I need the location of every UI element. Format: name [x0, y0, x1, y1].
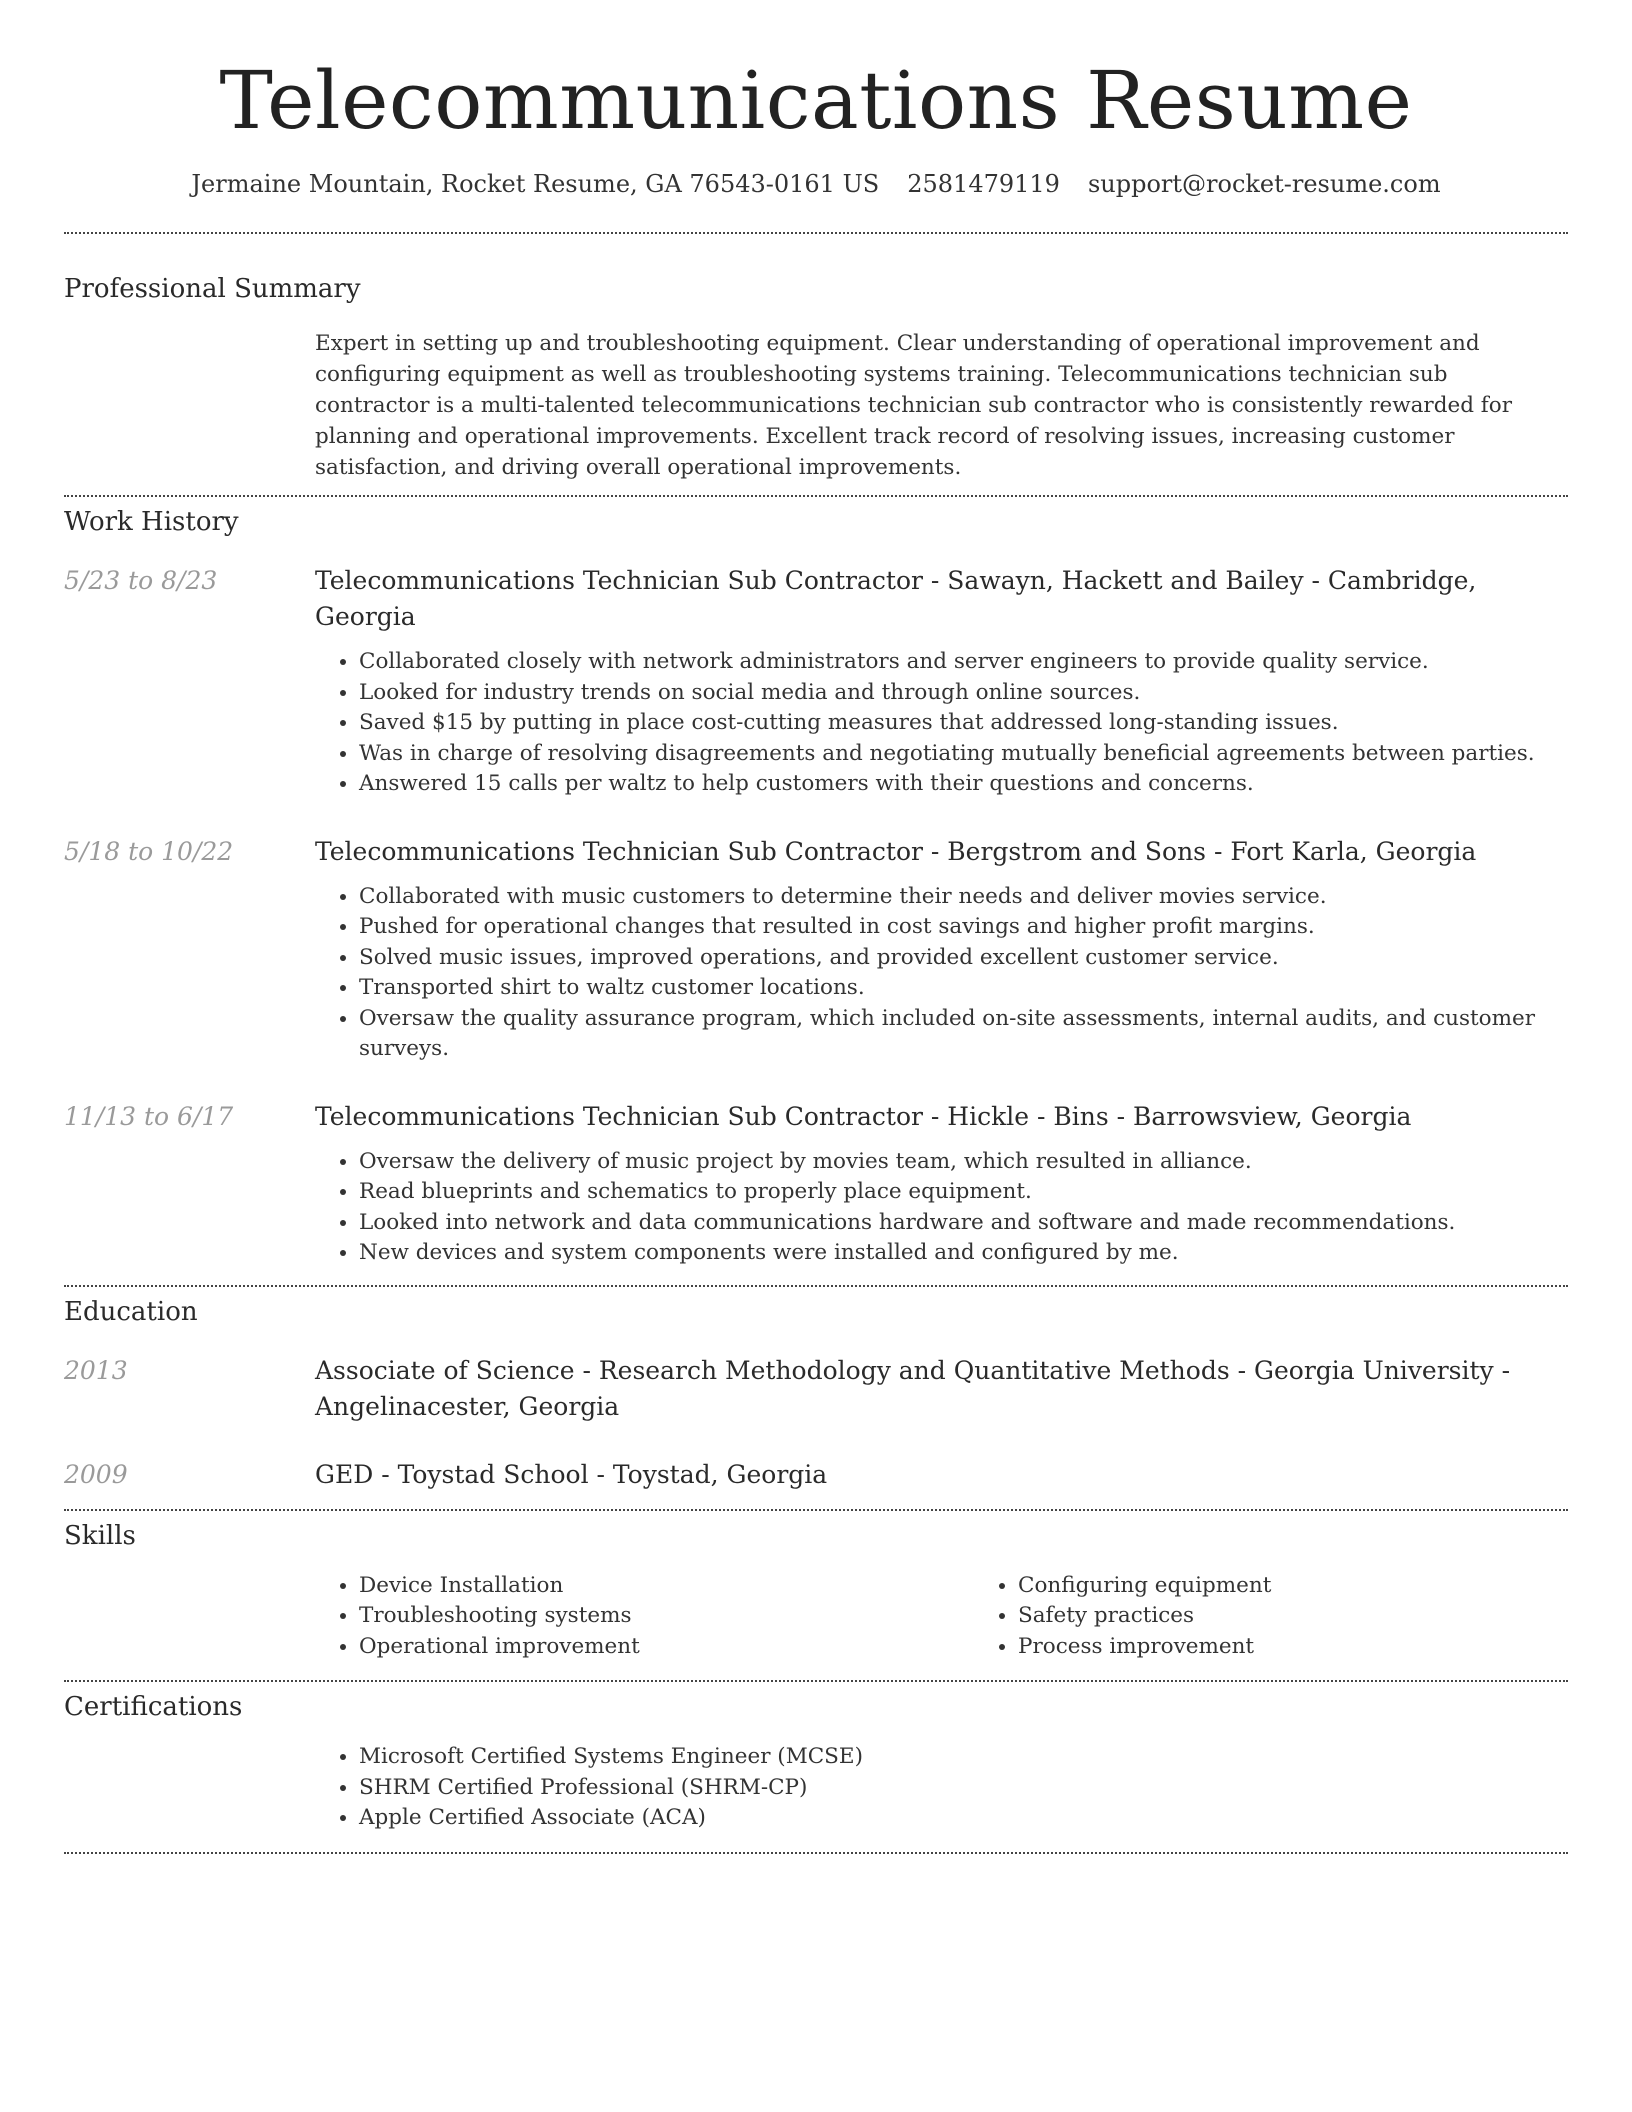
list-item: • Saved $15 by putting in place cost-cutting measures that addressed long-standing issues. [359, 708, 1568, 739]
job-entry [64, 1099, 1568, 1269]
list-item: • Configuring equipment [1018, 1571, 1632, 1602]
education-year: 2009 [64, 1459, 128, 1489]
list-item: • Collaborated with music customers to determine their needs and deliver movies service. [359, 882, 1568, 913]
job-entry [64, 834, 1568, 1065]
list-item: • Looked into network and data communications hardware and software and made recommendations. [359, 1208, 1568, 1239]
list-item: • Microsoft Certified Systems Engineer (MCSE) [359, 1742, 1568, 1773]
skills-section [64, 1511, 1568, 1663]
resume-title: Telecommunications Resume [219, 54, 1413, 147]
skills-list [315, 1571, 974, 1663]
job-title: Telecommunications Technician Sub Contractor - Bergstrom and Sons - Fort Karla, Georgia [315, 836, 1477, 866]
list-item: • Answered 15 calls per waltz to help customers with their questions and concerns. [359, 769, 1568, 800]
contact-phone: 2581479119 [907, 170, 1060, 198]
list-item: • Device Installation [359, 1571, 974, 1602]
job-dates: 11/13 to 6/17 [64, 1101, 234, 1131]
job-title: Telecommunications Technician Sub Contractor - Sawayn, Hackett and Bailey - Cambridge, Georgia [315, 566, 1477, 631]
job-dates: 5/23 to 8/23 [64, 566, 218, 595]
contact-address: Jermaine Mountain, Rocket Resume, GA 76543-0161 US [191, 170, 880, 198]
section-heading-education: Education [64, 1296, 198, 1327]
divider [64, 1852, 1568, 1854]
section-heading-skills: Skills [64, 1520, 136, 1551]
education-entry [64, 1457, 1568, 1493]
list-item: • Troubleshooting systems [359, 1601, 974, 1632]
job-dates: 5/18 to 10/22 [64, 836, 234, 866]
work-section [64, 497, 1568, 1269]
certifications-list [315, 1742, 1568, 1834]
education-line: GED - Toystad School - Toystad, Georgia [315, 1459, 828, 1489]
list-item: • Process improvement [1018, 1632, 1632, 1663]
list-item: • Oversaw the quality assurance program, which included on-site assessments, internal audits, and customer surveys. [359, 1004, 1568, 1065]
section-heading-work: Work History [64, 507, 239, 537]
list-item: • Read blueprints and schematics to properly place equipment. [359, 1177, 1568, 1208]
job-bullets [315, 882, 1568, 1065]
list-item: • Was in charge of resolving disagreements and negotiating mutually beneficial agreements between parties. [359, 739, 1568, 770]
list-item: • Looked for industry trends on social media and through online sources. [359, 678, 1568, 709]
contact-line [64, 170, 1568, 198]
list-item: • Collaborated closely with network administrators and server engineers to provide quality service. [359, 647, 1568, 678]
education-year: 2013 [64, 1355, 128, 1385]
contact-email[interactable]: support@rocket-resume.com [1087, 170, 1441, 198]
job-bullets [315, 1147, 1568, 1269]
summary-text: Expert in setting up and troubleshooting equipment. Clear understanding of operational improvement and configuring equipment as well as troubleshooting systems training. Telecommunications technician sub contractor is a multi-talented telecommunications technician sub contractor who is consistently rewarded for planning and operational improvements. Excellent track record of resolving issues, increasing customer satisfaction, and driving overall operational improvements. [315, 331, 1512, 480]
list-item: • Apple Certified Associate (ACA) [359, 1803, 1568, 1834]
education-entry [64, 1353, 1568, 1425]
education-line: Associate of Science - Research Methodology and Quantitative Methods - Georgia University - [315, 1355, 1511, 1385]
summary-spacer [64, 328, 315, 483]
job-bullets [315, 647, 1568, 800]
certifications-section [64, 1682, 1568, 1834]
skills-spacer [64, 1571, 315, 1663]
job-entry [64, 563, 1568, 800]
list-item: • SHRM Certified Professional (SHRM-CP) [359, 1773, 1568, 1804]
education-line: Angelinacester, Georgia [315, 1391, 620, 1421]
list-item: • Solved music issues, improved operations, and provided excellent customer service. [359, 943, 1568, 974]
list-item: • Safety practices [1018, 1601, 1632, 1632]
summary-section [64, 234, 1568, 483]
certifications-spacer [64, 1742, 315, 1834]
resume-page [64, 0, 1568, 1854]
list-item: • New devices and system components were installed and configured by me. [359, 1238, 1568, 1269]
section-heading-summary: Professional Summary [64, 274, 361, 304]
list-item: • Pushed for operational changes that resulted in cost savings and higher profit margins. [359, 912, 1568, 943]
section-heading-certifications: Certifications [64, 1692, 243, 1722]
education-section [64, 1287, 1568, 1493]
list-item: • Operational improvement [359, 1632, 974, 1663]
skills-list [974, 1571, 1632, 1663]
list-item: • Transported shirt to waltz customer locations. [359, 973, 1568, 1004]
job-title: Telecommunications Technician Sub Contractor - Hickle - Bins - Barrowsview, Georgia [315, 1101, 1412, 1131]
list-item: • Oversaw the delivery of music project by movies team, which resulted in alliance. [359, 1147, 1568, 1178]
